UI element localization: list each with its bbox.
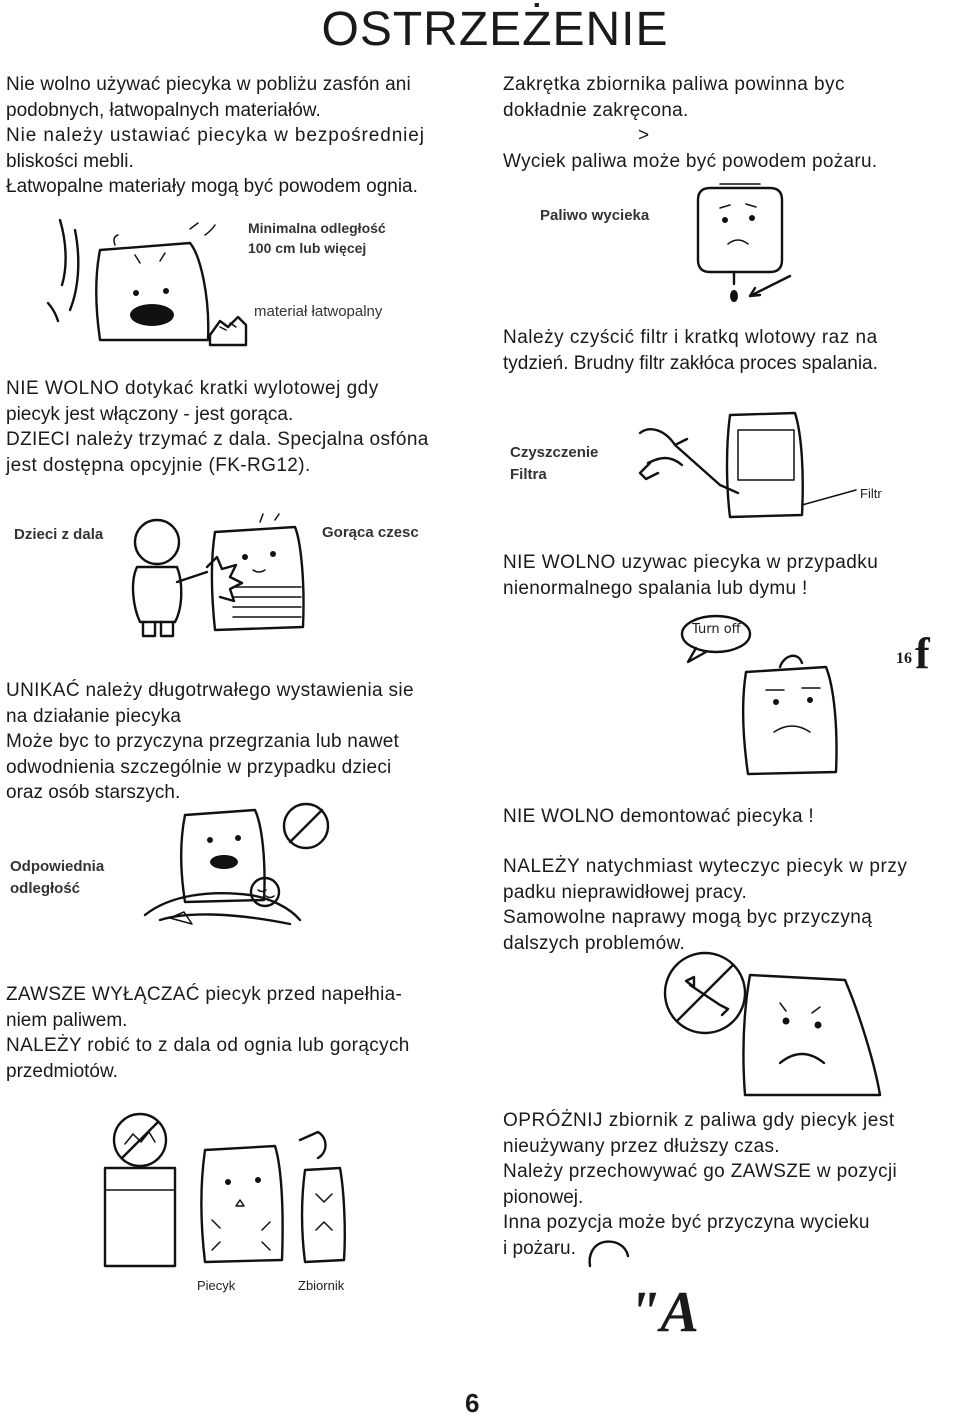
text-line: NIE WOLNO dotykać kratki wylotowej gdy: [6, 378, 379, 399]
warning-tank-cap-text: [503, 72, 953, 174]
instruction-clean-filter-text: [503, 325, 953, 376]
text-line: tydzień. Brudny filtr zakłóca proces spalania.: [503, 352, 878, 374]
text-line: Nie wolno używać piecyka w pobliżu zasfón ani: [6, 74, 411, 95]
no-repair-heater-illustration: [650, 945, 890, 1105]
tank-label: Zbiornik: [298, 1278, 345, 1293]
text-line: piecyk jest włączony - jest gorąca.: [6, 403, 294, 425]
text-line: Zakrętka zbiornika paliwa powinna byc: [503, 74, 845, 95]
text-line: nienormalnego spalania lub dymu !: [503, 577, 808, 599]
instruction-malfunction-text: [503, 854, 958, 956]
text-line: Łatwopalne materiały mogą być powodem ognia.: [6, 176, 418, 197]
warning-hot-grill-text: [6, 376, 486, 478]
fuel-leak-label: Paliwo wycieka: [540, 207, 650, 224]
text-line: odwodnienia szczególnie w przypadku dzieci: [6, 756, 392, 778]
text-line: >: [638, 125, 650, 146]
text-line: podobnych, łatwopalnych materiałów.: [6, 99, 321, 121]
child-touching-heater-illustration: [115, 512, 325, 642]
proper-distance-label: Odpowiednia odległość: [10, 858, 105, 897]
text-line: OPRÓŻNIJ zbiornik z paliwa gdy piecyk jest: [503, 1110, 895, 1131]
page-title: OSTRZEŻENIE: [321, 3, 669, 56]
flammable-material-label: materiał łatwopalny: [254, 303, 383, 320]
heater-near-flammable-illustration: [40, 215, 260, 355]
text-line: NALEŻY natychmiast wyteczyc piecyk w przy: [503, 856, 908, 877]
refuel-away-from-fire-illustration: [100, 1110, 380, 1275]
stray-mark: "A: [628, 1279, 699, 1344]
text-line: padku nieprawidłowej pracy.: [503, 881, 748, 903]
text-line: na działanie piecyka: [6, 705, 182, 727]
text-line: Inna pozycja może być przyczyna wycieku: [503, 1212, 870, 1233]
text-line: Samowolne naprawy mogą byc przyczyną: [503, 907, 873, 928]
turn-off-heater-illustration: [676, 612, 866, 782]
turn-off-speech-bubble: Turn off: [692, 622, 741, 637]
text-line: bliskości mebli.: [6, 150, 134, 172]
text-line: pionowej.: [503, 1186, 584, 1208]
upright-storage-illustration: [584, 1236, 644, 1276]
filter-label: Filtr: [860, 486, 882, 501]
text-line: Może byc to przyczyna przegrzania lub nawet: [6, 731, 400, 752]
corner-letter: f: [915, 629, 930, 678]
text-line: Nie należy ustawiać piecyka w bezpośredniej: [6, 125, 425, 146]
distance-label: Minimalna odległość 100 cm lub więcej: [248, 220, 386, 256]
filter-cleaning-label: Czyszczenie Filtra: [510, 444, 599, 483]
warning-exposure-text: [6, 678, 486, 806]
warning-flammable-text: [6, 72, 486, 200]
cleaning-filter-illustration: [620, 405, 860, 530]
text-line: NALEŻY robić to z dala od ognia lub gorących: [6, 1035, 410, 1056]
text-line: Należy czyścić filtr i kratkq wlotowy raz na: [503, 327, 878, 348]
text-line: NIE WOLNO demontować piecyka !: [503, 806, 814, 827]
warning-abnormal-combustion-text: [503, 550, 953, 601]
text-line: ZAWSZE WYŁĄCZAĆ piecyk przed napełhia-: [6, 984, 403, 1005]
leaking-tank-illustration: [690, 178, 800, 308]
text-line: jest dostępna opcyjnie (FK-RG12).: [6, 454, 311, 476]
warning-disassemble-text: [503, 804, 953, 830]
text-line: oraz osób starszych.: [6, 782, 181, 803]
text-line: UNIKAĆ należy długotrwałego wystawienia sie: [6, 680, 414, 701]
children-away-label: Dzieci z dala: [14, 526, 104, 543]
text-line: i pożaru.: [503, 1237, 576, 1259]
warning-refuel-text: [6, 982, 486, 1084]
text-line: nieużywany przez dłuższy czas.: [503, 1135, 780, 1157]
sleeping-person-near-heater-illustration: [140, 800, 340, 950]
text-line: DZIECI należy trzymać z dala. Specjalna osfóna: [6, 429, 429, 450]
hot-part-label: Gorąca czesc: [322, 524, 419, 541]
text-line: dalszych problemów.: [503, 932, 686, 954]
text-line: Wyciek paliwa może być powodem pożaru.: [503, 150, 878, 172]
text-line: niem paliwem.: [6, 1009, 128, 1031]
heater-label: Piecyk: [197, 1278, 236, 1293]
instruction-empty-tank-text: [503, 1108, 958, 1261]
page-number: 6: [465, 1388, 480, 1418]
text-line: Należy przechowywać go ZAWSZE w pozycji: [503, 1161, 898, 1182]
corner-number: 16: [896, 650, 912, 667]
text-line: dokładnie zakręcona.: [503, 99, 689, 121]
text-line: NIE WOLNO uzywac piecyka w przypadku: [503, 552, 879, 573]
text-line: przedmiotów.: [6, 1060, 118, 1082]
